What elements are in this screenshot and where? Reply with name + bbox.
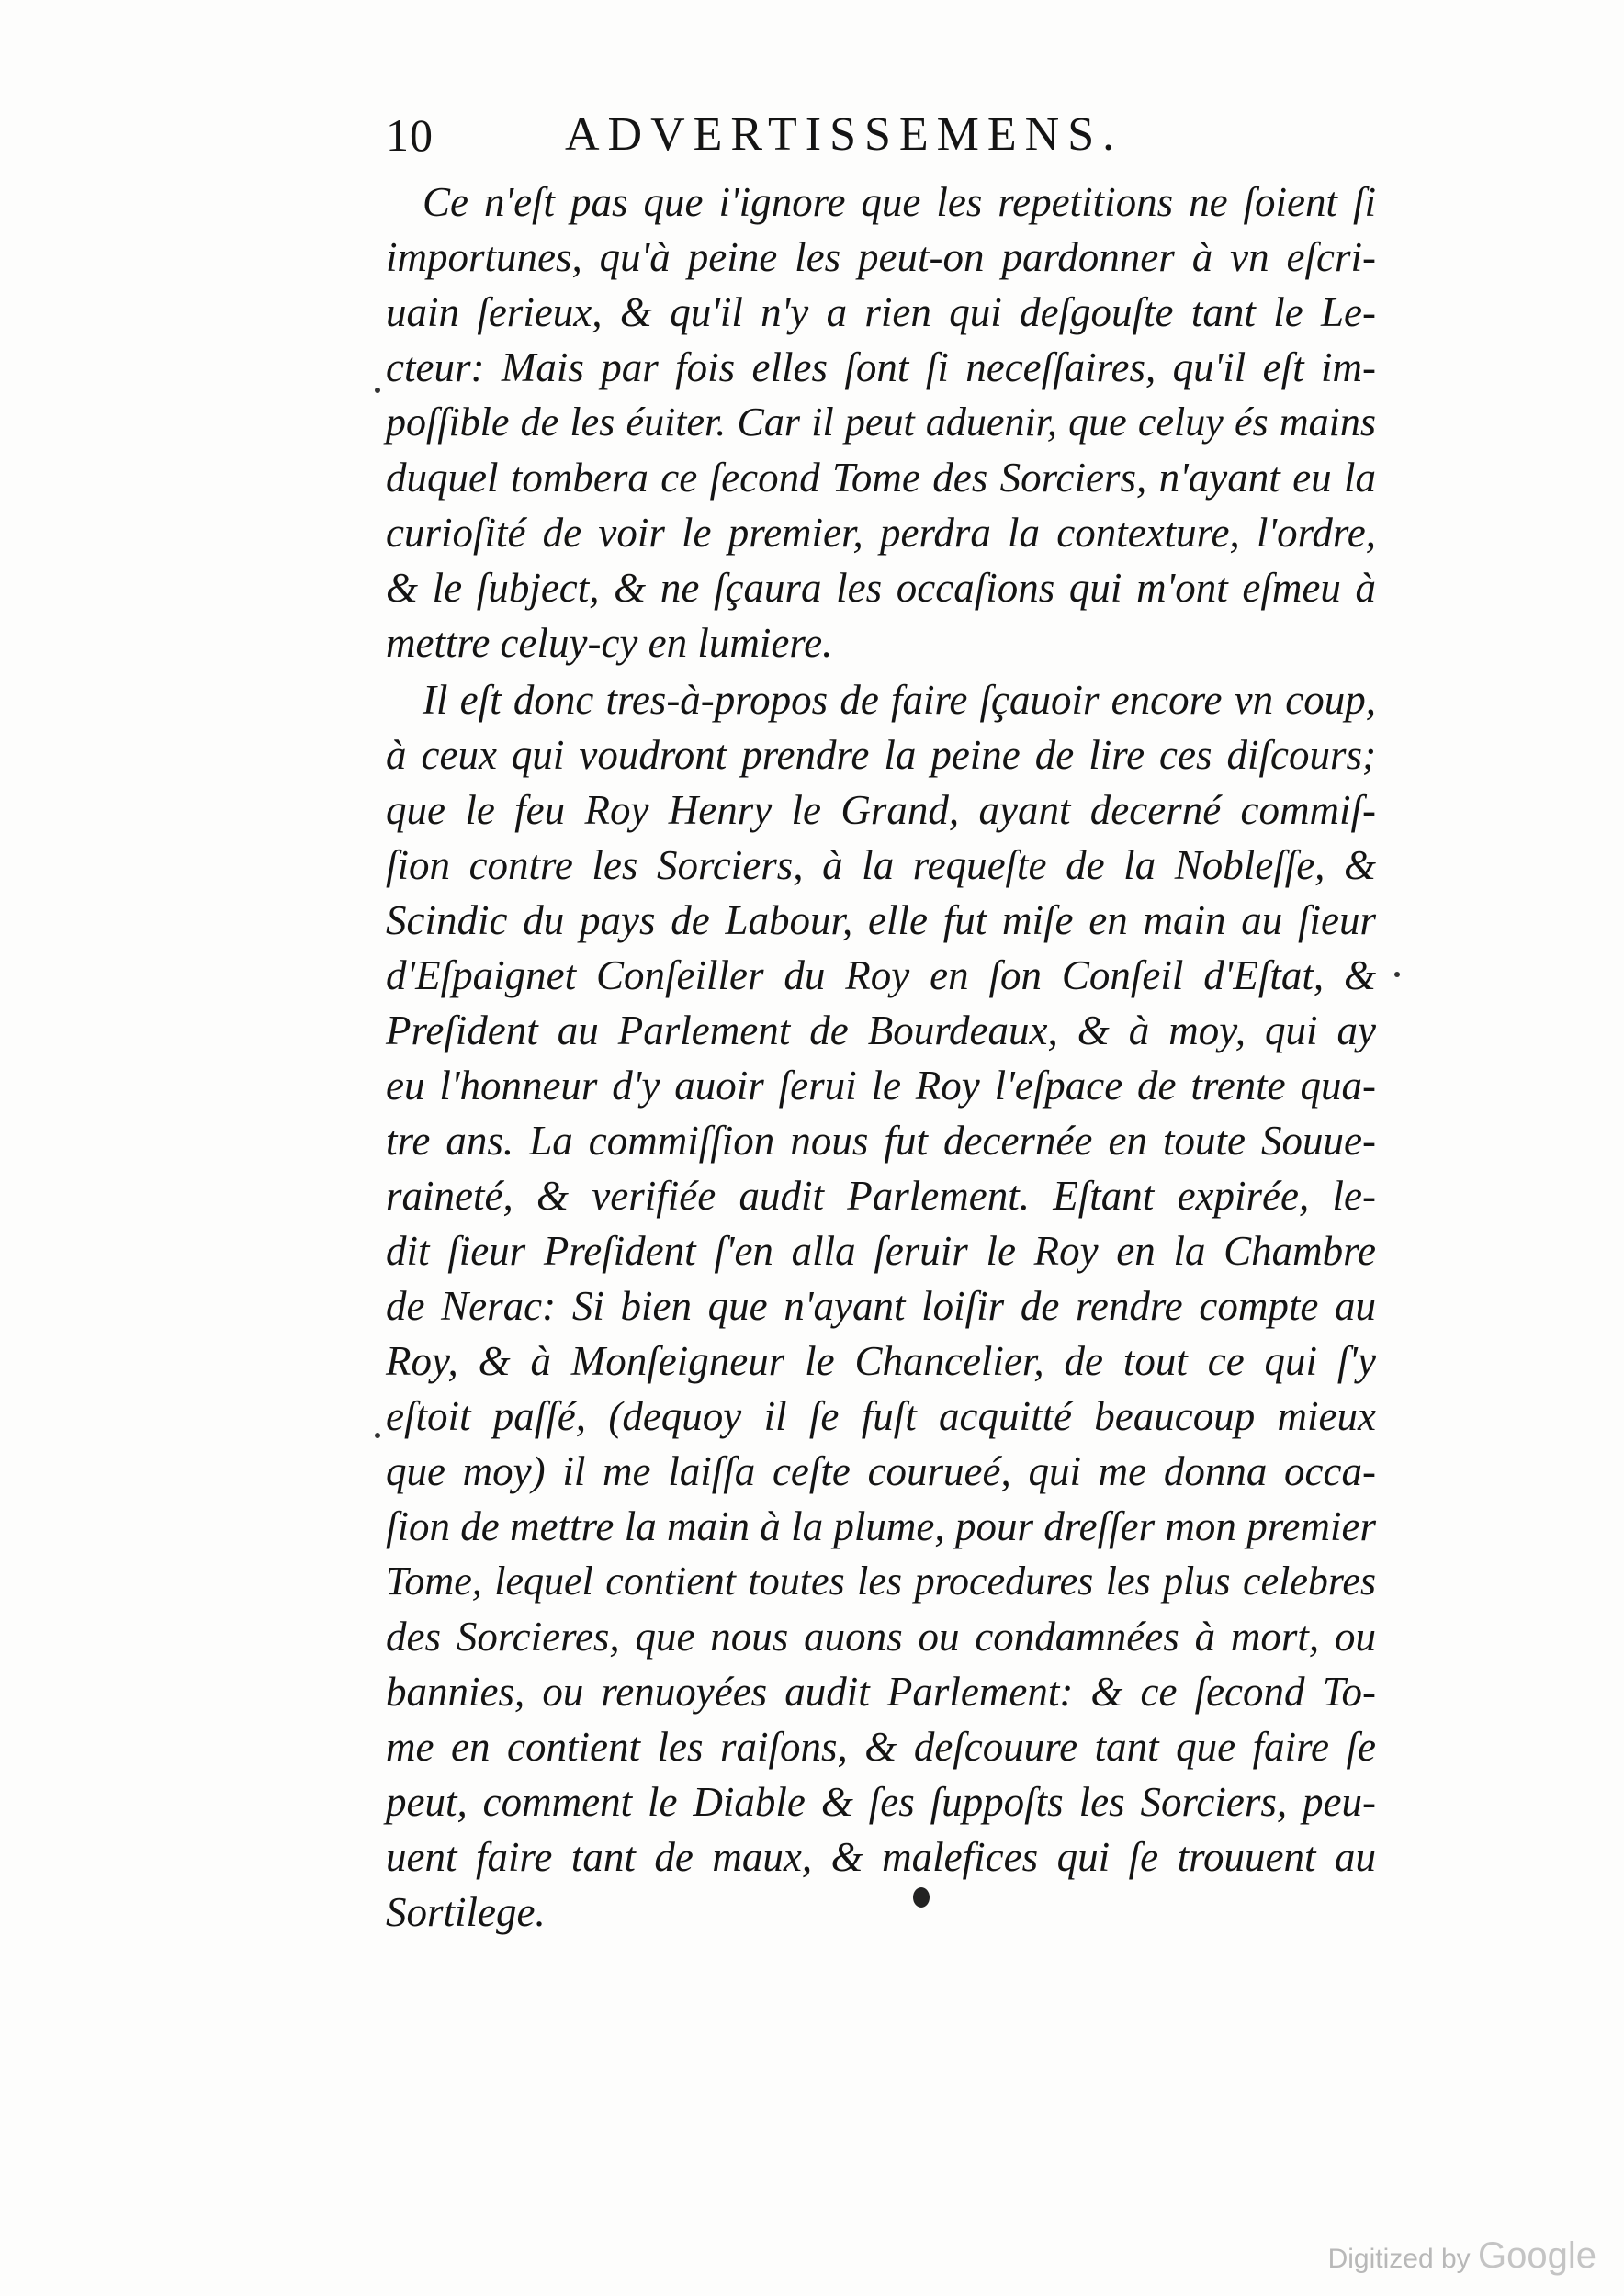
margin-dot xyxy=(375,388,380,393)
text-line: peut, comment le Diable & ſes ſuppoſts les Sorciers, peu- xyxy=(386,1779,1376,1825)
digitized-watermark xyxy=(1328,2237,1596,2278)
text-line: de Nerac: Si bien que n'ayant loiſir de rendre compte au xyxy=(386,1283,1376,1329)
running-head xyxy=(386,103,1378,167)
text-line: Ce n'eſt pas que i'ignore que les repetitions ne ſoient ſi xyxy=(423,179,1376,225)
text-line: que moy) il me laiſſa ceſte courueé, qui me donna occa- xyxy=(386,1448,1376,1494)
text-line: tre ans. La commiſſion nous fut decernée en toute Souue- xyxy=(386,1118,1376,1164)
text-line: ſion contre les Sorciers, à la requeſte de la Nobleſſe, & xyxy=(386,842,1376,888)
paragraph xyxy=(386,672,1376,1940)
text-line: Preſident au Parlement de Bourdeaux, & à moy, qui ay xyxy=(386,1007,1376,1053)
text-line: uain ſerieux, & qu'il n'y a rien qui deſgouſte tant le Le- xyxy=(386,289,1376,335)
margin-dot xyxy=(1394,972,1400,977)
text-line: Il eſt donc tres-à-propos de faire ſçauoir encore vn coup, xyxy=(423,677,1376,723)
text-line: eſtoit paſſé, (dequoy il ſe fuſt acquitté beaucoup mieux xyxy=(386,1393,1376,1439)
body-text xyxy=(386,174,1376,1940)
text-line: mettre celuy-cy en lumiere. xyxy=(386,620,833,666)
text-line: uent faire tant de maux, & malefices qui ſe trouuent au xyxy=(386,1834,1376,1880)
text-line: à ceux qui voudront prendre la peine de lire ces diſcours; xyxy=(386,732,1376,778)
margin-dot xyxy=(375,1433,380,1438)
paragraph xyxy=(386,174,1376,670)
text-line: poſſible de les éuiter. Car il peut aduenir, que celuy és mains xyxy=(386,400,1376,445)
text-line: importunes, qu'à peine les peut-on pardonner à vn eſcri- xyxy=(386,234,1376,280)
text-line: dit ſieur Preſident ſ'en alla ſeruir le Roy en la Chambre xyxy=(386,1228,1376,1274)
text-line: curioſité de voir le premier, perdra la contexture, l'ordre, xyxy=(386,510,1376,556)
text-line: Tome, lequel contient toutes les procedures les plus celebres xyxy=(386,1559,1376,1604)
digitized-brand: Google xyxy=(1478,2235,1596,2276)
text-line: me en contient les raiſons, & deſcouure tant que faire ſe xyxy=(386,1724,1376,1770)
digitized-prefix: Digitized by xyxy=(1327,2244,1471,2274)
text-line: ſion de mettre la main à la plume, pour dreſſer mon premier xyxy=(386,1503,1376,1549)
running-title: ADVERTISSEMENS. xyxy=(565,108,1123,161)
text-line: Scindic du pays de Labour, elle fut miſe en main au ſieur xyxy=(386,897,1376,943)
text-line: bannies, ou renuoyées audit Parlement: & ce ſecond To- xyxy=(386,1669,1376,1715)
text-line: d'Eſpaignet Conſeiller du Roy en ſon Conſeil d'Eſtat, & xyxy=(386,952,1376,998)
ink-blot xyxy=(913,1887,930,1908)
text-line: & le ſubject, & ne ſçaura les occaſions qui m'ont eſmeu à xyxy=(386,565,1376,611)
text-line: eu l'honneur d'y auoir ſerui le Roy l'eſpace de trente qua- xyxy=(386,1063,1376,1109)
text-line: raineté, & verifiée audit Parlement. Eſtant expirée, le- xyxy=(386,1173,1376,1219)
text-line: Roy, & à Monſeigneur le Chancelier, de tout ce qui ſ'y xyxy=(386,1338,1376,1384)
text-line: des Sorcieres, que nous auons ou condamnées à mort, ou xyxy=(386,1614,1376,1660)
page-number: 10 xyxy=(386,109,434,161)
text-line: cteur: Mais par fois elles ſont ſi neceſſaires, qu'il eſt im- xyxy=(386,344,1376,390)
text-line: duquel tombera ce ſecond Tome des Sorciers, n'ayant eu la xyxy=(386,455,1376,501)
text-line: Sortilege. xyxy=(386,1889,546,1935)
text-line: que le feu Roy Henry le Grand, ayant decerné commiſ- xyxy=(386,787,1376,833)
